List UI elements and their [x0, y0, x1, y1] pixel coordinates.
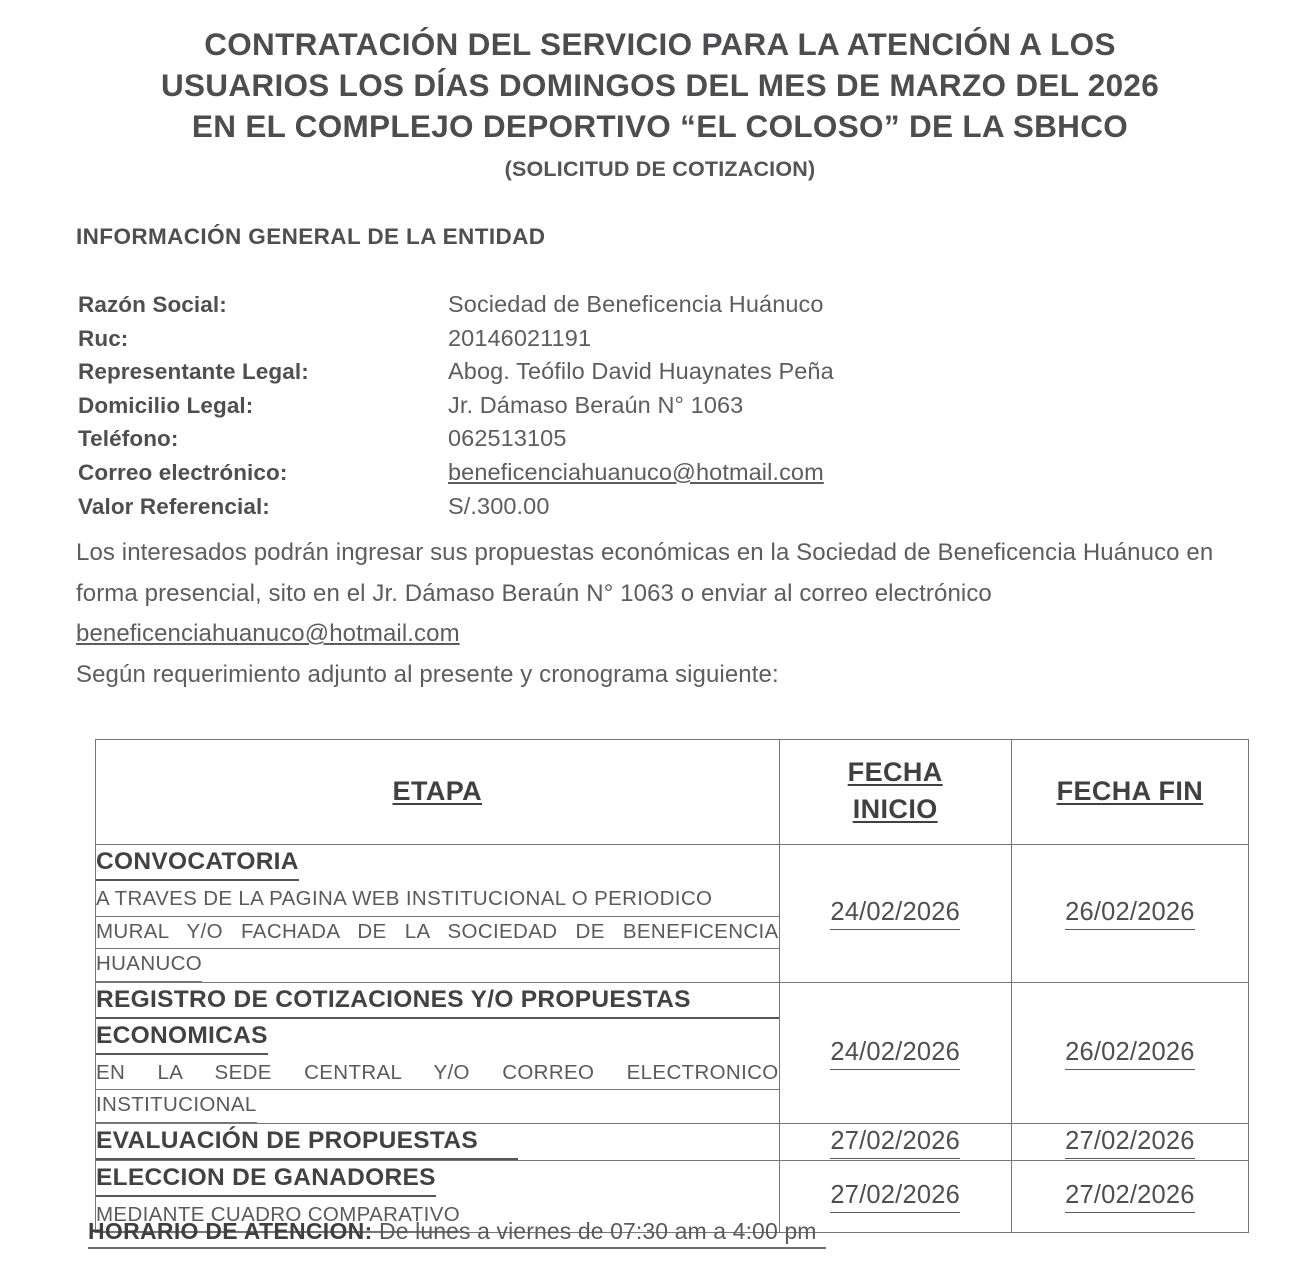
entity-row-domicilio-legal [78, 392, 1228, 426]
entity-label-razon-social: Razón Social: [78, 292, 227, 317]
table-header-etapa [96, 740, 780, 845]
horario-value: De lunes a viernes de 07:30 am a 4:00 pm [372, 1218, 817, 1244]
schedule-cell-fecha-fin [1011, 1160, 1248, 1233]
horario-de-atencion [88, 1218, 826, 1249]
table-header-fecha-inicio [779, 740, 1011, 845]
schedule-cell-etapa [96, 1123, 780, 1160]
entity-row-ruc [78, 325, 1228, 359]
entity-section-heading: INFORMACIÓN GENERAL DE LA ENTIDAD [76, 224, 546, 249]
schedule-cell-etapa [96, 982, 780, 1123]
etapa-description-line: EN LA SEDE CENTRAL Y/O CORREO ELECTRONICO [96, 1058, 779, 1091]
submission-instructions [76, 533, 1271, 695]
entity-label-valor-referencial: Valor Referencial: [78, 493, 270, 519]
document-title-block [70, 24, 1250, 185]
etapa-description-convocatoria [96, 884, 779, 982]
entity-value-telefono: 062513105 [448, 425, 567, 452]
etapa-description-line: A TRAVES DE LA PAGINA WEB INSTITUCIONAL O PERIODICO [96, 884, 779, 917]
entity-value-ruc: 20146021191 [448, 324, 592, 351]
etapa-description-line: MEDIANTE CUADRO COMPARATIVO [96, 1200, 460, 1233]
schedule-cell-fecha-fin [1011, 982, 1248, 1123]
table-row [96, 1123, 1249, 1160]
table-row [96, 845, 1249, 983]
document-subtitle: (SOLICITUD DE COTIZACION) [504, 157, 816, 181]
etapa-description-registro [96, 1058, 779, 1123]
entity-row-razon-social [78, 291, 1228, 325]
fecha-fin-value: 26/02/2026 [1065, 1036, 1195, 1070]
entity-row-correo-electronico [78, 459, 1228, 493]
entity-label-domicilio-legal: Domicilio Legal: [78, 392, 254, 418]
fecha-inicio-value: 24/02/2026 [830, 896, 960, 930]
submission-instructions-text: Los interesados podrán ingresar sus propuestas económicas en la Sociedad de Beneficencia Huánuco en forma presencial, sito en el Jr. Dámaso Beraún N° 1063 o enviar al correo electrónico [76, 539, 1214, 607]
fecha-inicio-value: 27/02/2026 [830, 1125, 960, 1159]
document-title-line-2: USUARIOS LOS DÍAS DOMINGOS DEL MES DE MARZO DEL 2026 [160, 67, 1160, 103]
entity-value-razon-social: Sociedad de Beneficencia Huánuco [448, 291, 824, 317]
etapa-title-evaluacion: EVALUACIÓN DE PROPUESTAS [96, 1124, 518, 1160]
etapa-description-line: MURAL Y/O FACHADA DE LA SOCIEDAD DE BENEFICENCIA [96, 917, 779, 950]
entity-value-correo-electronico[interactable]: beneficenciahuanuco@hotmail.com [448, 458, 824, 485]
table-header-etapa-label: ETAPA [392, 775, 483, 806]
entity-label-correo-electronico: Correo electrónico: [78, 459, 288, 485]
fecha-fin-value: 27/02/2026 [1065, 1179, 1195, 1213]
schedule-cell-fecha-fin [1011, 1123, 1248, 1160]
entity-info-list [78, 291, 1228, 526]
etapa-description-line: HUANUCO [96, 949, 202, 982]
fecha-inicio-value: 27/02/2026 [830, 1179, 960, 1213]
fecha-fin-value: 26/02/2026 [1065, 896, 1195, 930]
table-header-fecha-inicio-line1: FECHA [847, 757, 943, 787]
etapa-title-convocatoria: CONVOCATORIA [96, 845, 299, 881]
document-title-line-3: EN EL COMPLEJO DEPORTIVO “EL COLOSO” DE LA SBHCO [191, 108, 1129, 144]
fecha-fin-value: 27/02/2026 [1065, 1125, 1195, 1159]
entity-row-telefono [78, 425, 1228, 459]
submission-email-link[interactable]: beneficenciahuanuco@hotmail.com [76, 620, 460, 647]
etapa-title-eleccion: ELECCION DE GANADORES [96, 1161, 436, 1197]
fecha-inicio-value: 24/02/2026 [830, 1036, 960, 1070]
entity-row-valor-referencial [78, 493, 1228, 527]
schedule-cell-etapa [96, 845, 780, 983]
entity-value-domicilio-legal: Jr. Dámaso Beraún N° 1063 [448, 391, 744, 418]
entity-value-representante-legal: Abog. Teófilo David Huaynates Peña [448, 358, 834, 385]
table-header-fecha-fin [1011, 740, 1248, 845]
schedule-cell-fecha-inicio [779, 845, 1011, 983]
entity-value-valor-referencial: S/.300.00 [448, 492, 550, 519]
document-title-line-1: CONTRATACIÓN DEL SERVICIO PARA LA ATENCIÓN A LOS [204, 26, 1116, 62]
table-header-fecha-fin-label: FECHA FIN [1056, 775, 1204, 806]
etapa-title-registro-line1: REGISTRO DE COTIZACIONES Y/O PROPUESTAS [96, 983, 779, 1019]
schedule-intro-text: Según requerimiento adjunto al presente y cronograma siguiente: [76, 660, 779, 688]
etapa-title-registro-line2: ECONOMICAS [96, 1019, 268, 1055]
entity-label-telefono: Teléfono: [78, 426, 179, 452]
table-row [96, 982, 1249, 1123]
schedule-cell-fecha-fin [1011, 845, 1248, 983]
table-header-row [96, 740, 1249, 845]
etapa-description-line: INSTITUCIONAL [96, 1090, 257, 1123]
entity-label-representante-legal: Representante Legal: [78, 359, 309, 385]
schedule-table [95, 739, 1249, 1233]
horario-label: HORARIO DE ATENCION: [88, 1218, 373, 1244]
schedule-cell-fecha-inicio [779, 1123, 1011, 1160]
entity-label-ruc: Ruc: [78, 325, 129, 351]
schedule-cell-fecha-inicio [779, 982, 1011, 1123]
entity-row-representante-legal [78, 358, 1228, 392]
table-header-fecha-inicio-line2: INICIO [852, 794, 938, 824]
